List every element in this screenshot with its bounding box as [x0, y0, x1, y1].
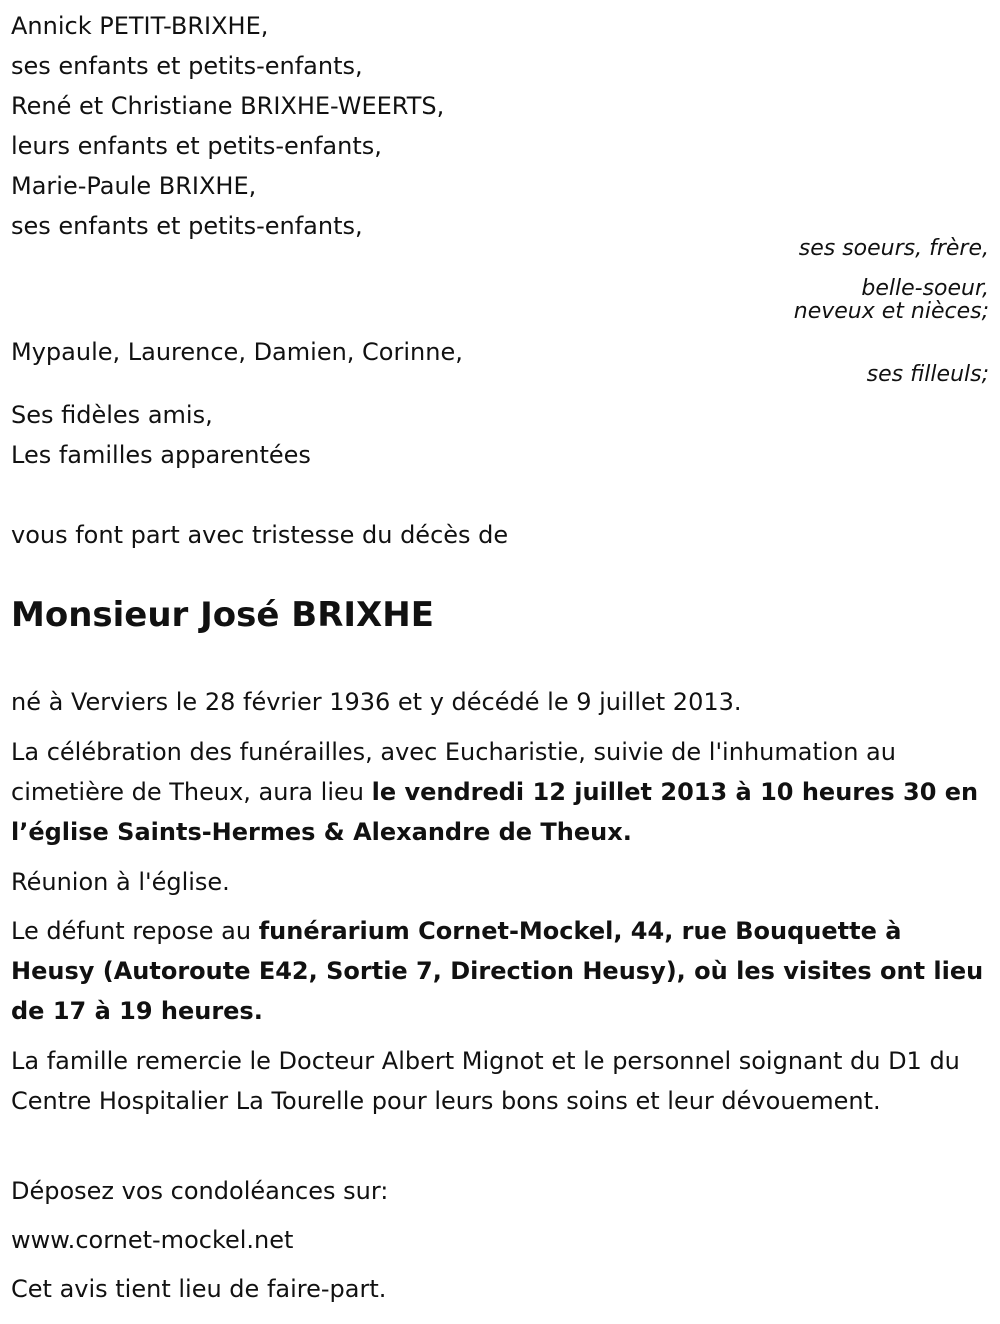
ceremony-intro: La célébration des funérailles, avec Eucharistie, suivie de l'inhumation au cimetière de Theux, aura lieu [11, 738, 896, 806]
rest-intro: Le défunt repose au [11, 917, 259, 945]
ceremony-paragraph [11, 732, 991, 852]
family-line-4: leurs enfants et petits-enfants, [11, 132, 382, 160]
family-line-3: René et Christiane BRIXHE-WEERTS, [11, 92, 445, 120]
friends-line: Ses fidèles amis, [11, 401, 213, 429]
relation-godchildren: ses filleuls; [866, 362, 989, 387]
closing-line: Cet avis tient lieu de faire-part. [11, 1275, 387, 1303]
relation-inlaws-1: belle-soeur, [861, 276, 989, 301]
ceremony-details: le vendredi 12 juillet 2013 à 10 heures 30 en l’église Saints-Hermes & Alexandre de Theux. [11, 778, 979, 846]
godchildren-line: Mypaule, Laurence, Damien, Corinne, [11, 338, 463, 366]
deceased-name: Monsieur José BRIXHE [11, 595, 434, 635]
condolences-url[interactable]: www.cornet-mockel.net [11, 1226, 294, 1254]
thanks-paragraph: La famille remercie le Docteur Albert Mignot et le personnel soignant du D1 du Centre Hospitalier La Tourelle pour leurs bons soins et leur dévouement. [11, 1047, 960, 1115]
relation-inlaws-2: neveux et nièces; [793, 299, 989, 324]
rest-details: funérarium Cornet-Mockel, 44, rue Bouquette à Heusy (Autoroute E42, Sortie 7, Direction Heusy), où les visites ont lieu de 17 à 19 heures. [11, 917, 984, 1025]
condolences-label: Déposez vos condoléances sur: [11, 1177, 389, 1205]
family-line-2: ses enfants et petits-enfants, [11, 52, 363, 80]
family-line-5: Marie-Paule BRIXHE, [11, 172, 257, 200]
relatives-line: Les familles apparentées [11, 441, 311, 469]
rest-paragraph [11, 911, 991, 1031]
announcement-line: vous font part avec tristesse du décès de [11, 521, 509, 549]
family-line-1: Annick PETIT-BRIXHE, [11, 12, 269, 40]
family-line-6: ses enfants et petits-enfants, [11, 212, 363, 240]
reunion-line: Réunion à l'église. [11, 868, 230, 896]
birth-death-line: né à Verviers le 28 février 1936 et y décédé le 9 juillet 2013. [11, 688, 742, 716]
relation-siblings: ses soeurs, frère, [798, 236, 989, 261]
